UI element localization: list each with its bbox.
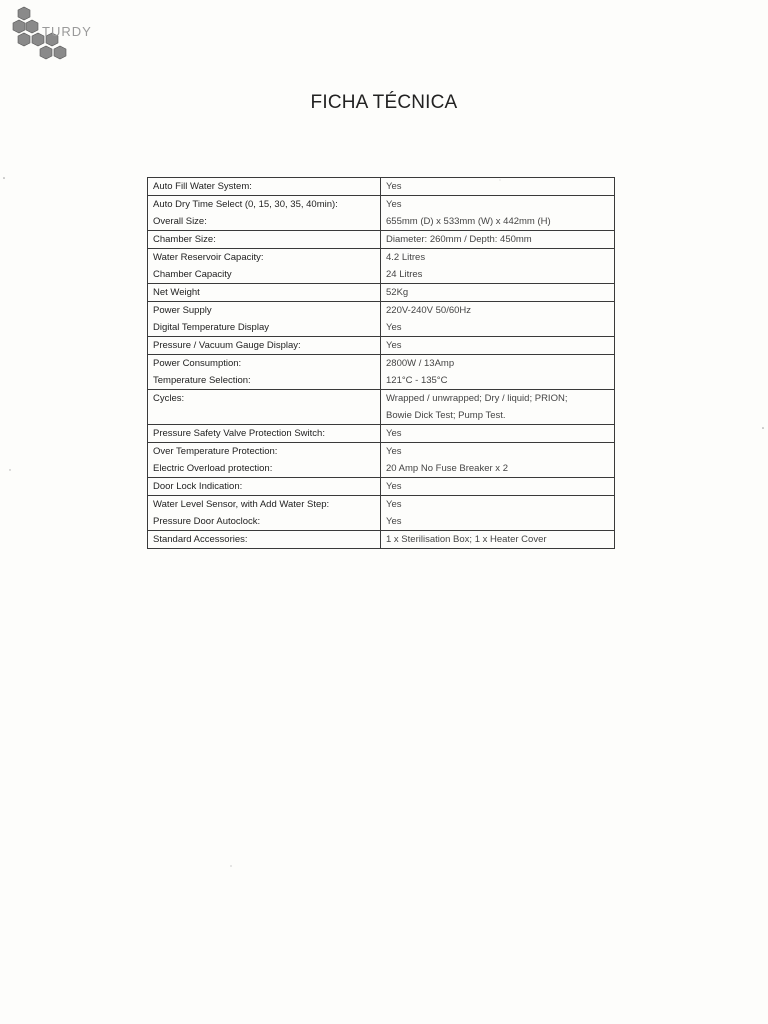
spec-value-cell (381, 355, 615, 390)
spec-label: Auto Fill Water System: (153, 181, 252, 192)
table-row (148, 284, 615, 302)
spec-label-cell (148, 231, 381, 249)
spec-value: Yes (386, 499, 402, 510)
spec-label: Water Level Sensor, with Add Water Step: (153, 499, 330, 510)
spec-table (147, 177, 615, 549)
spec-value-cell (381, 443, 615, 478)
table-row (148, 196, 615, 231)
spec-label: Water Reservoir Capacity: (153, 252, 264, 263)
spec-value-cell (381, 231, 615, 249)
spec-label-cell (148, 249, 381, 284)
spec-label: Over Temperature Protection: (153, 446, 278, 457)
company-logo (10, 6, 110, 70)
spec-value: 655mm (D) x 533mm (W) x 442mm (H) (386, 216, 551, 227)
table-row (148, 390, 615, 425)
spec-label-cell (148, 302, 381, 337)
spec-value-cell (381, 249, 615, 284)
spec-label: Digital Temperature Display (153, 322, 269, 333)
spec-value: Yes (386, 340, 402, 351)
spec-value-cell (381, 390, 615, 425)
spec-value-cell (381, 337, 615, 355)
spec-value: 24 Litres (386, 269, 423, 280)
spec-label: Chamber Size: (153, 234, 216, 245)
spec-value-cell (381, 284, 615, 302)
table-row (148, 337, 615, 355)
logo-wordmark: TURDY (42, 24, 92, 39)
spec-label-cell (148, 337, 381, 355)
spec-value: Yes (386, 199, 402, 210)
spec-label-cell (148, 478, 381, 496)
spec-value: Yes (386, 181, 402, 192)
spec-label-cell (148, 531, 381, 549)
spec-value: Yes (386, 446, 402, 457)
spec-value: Yes (386, 428, 402, 439)
spec-label: Pressure / Vacuum Gauge Display: (153, 340, 301, 351)
spec-label-cell (148, 284, 381, 302)
spec-value-cell (381, 496, 615, 531)
table-row (148, 443, 615, 478)
spec-value: 2800W / 13Amp (386, 358, 455, 369)
spec-value-cell (381, 531, 615, 549)
table-row (148, 178, 615, 196)
table-row (148, 425, 615, 443)
spec-value-cell (381, 196, 615, 231)
spec-label-cell (148, 425, 381, 443)
spec-label: Temperature Selection: (153, 375, 251, 386)
spec-value: 52Kg (386, 287, 409, 298)
table-row (148, 531, 615, 549)
table-row (148, 496, 615, 531)
table-row (148, 302, 615, 337)
table-row (148, 355, 615, 390)
spec-label: Power Consumption: (153, 358, 242, 369)
spec-value: 121°C - 135°C (386, 375, 448, 386)
spec-value: Yes (386, 322, 402, 333)
spec-value-cell (381, 425, 615, 443)
spec-label-cell (148, 390, 381, 425)
table-row (148, 478, 615, 496)
spec-value-cell (381, 478, 615, 496)
spec-value: Bowie Dick Test; Pump Test. (386, 410, 506, 421)
spec-label: Auto Dry Time Select (0, 15, 30, 35, 40min): (153, 199, 338, 210)
spec-label: Electric Overload protection: (153, 463, 273, 474)
spec-label-cell (148, 355, 381, 390)
table-row (148, 231, 615, 249)
spec-value: Yes (386, 516, 402, 527)
spec-label: Chamber Capacity (153, 269, 232, 280)
spec-label: Overall Size: (153, 216, 207, 227)
spec-value: Wrapped / unwrapped; Dry / liquid; PRION; (386, 393, 568, 404)
spec-value-cell (381, 302, 615, 337)
spec-label: Pressure Safety Valve Protection Switch: (153, 428, 325, 439)
spec-value: 220V-240V 50/60Hz (386, 305, 472, 316)
spec-value: 1 x Sterilisation Box; 1 x Heater Cover (386, 534, 547, 545)
spec-label-cell (148, 178, 381, 196)
spec-label: Cycles: (153, 393, 185, 404)
spec-label-cell (148, 496, 381, 531)
page-title: FICHA TÉCNICA (310, 92, 458, 113)
spacer (153, 407, 375, 424)
spec-label: Door Lock Indication: (153, 481, 243, 492)
spec-label: Standard Accessories: (153, 534, 248, 545)
spec-label-cell (148, 196, 381, 231)
table-row (148, 249, 615, 284)
spec-label: Net Weight (153, 287, 200, 298)
spec-label-cell (148, 443, 381, 478)
spec-label: Power Supply (153, 305, 212, 316)
spec-value: Diameter: 260mm / Depth: 450mm (386, 234, 532, 245)
spec-value: 20 Amp No Fuse Breaker x 2 (386, 463, 508, 474)
spec-value-cell (381, 178, 615, 196)
spec-value: 4.2 Litres (386, 252, 426, 263)
spec-value: Yes (386, 481, 402, 492)
spec-label: Pressure Door Autoclock: (153, 516, 261, 527)
